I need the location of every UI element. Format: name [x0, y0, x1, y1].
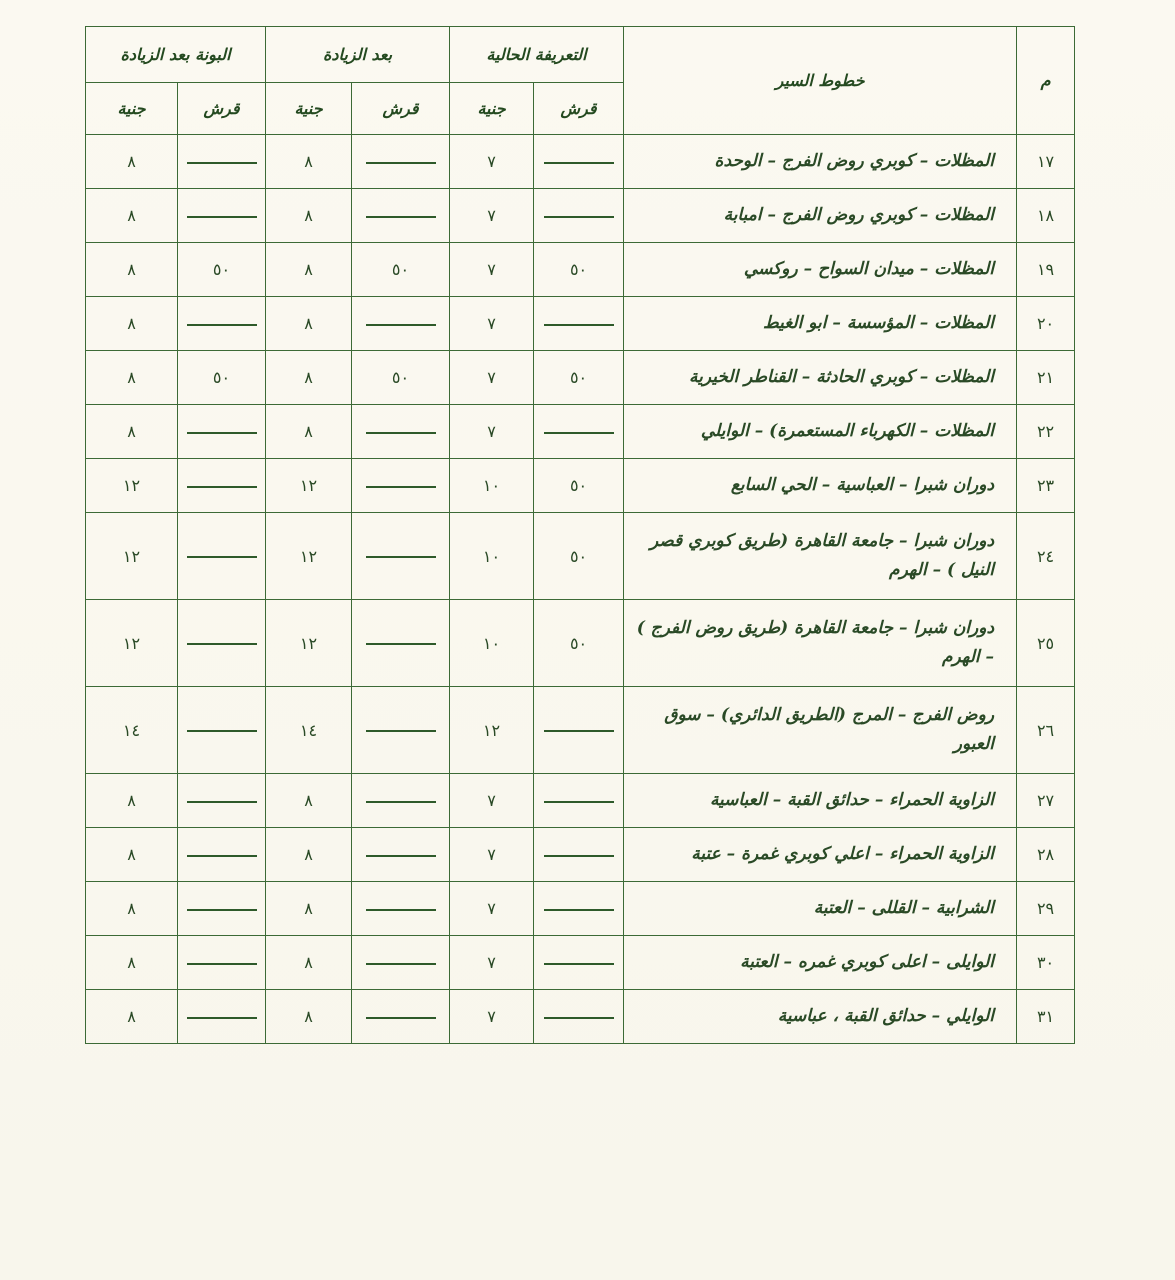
sub-piaster	[178, 405, 266, 459]
current-piaster	[534, 774, 624, 828]
row-index: ٢١	[1017, 351, 1075, 405]
empty-dash	[366, 432, 436, 434]
after-pound: ٨	[266, 828, 352, 882]
after-pound: ٨	[266, 936, 352, 990]
after-pound: ١٢	[266, 513, 352, 600]
current-pound: ٧	[450, 297, 534, 351]
current-piaster	[534, 297, 624, 351]
sub-pound: ٨	[86, 351, 178, 405]
after-pound: ٨	[266, 990, 352, 1044]
table-row	[86, 513, 1075, 600]
current-piaster: ٥٠	[534, 351, 624, 405]
current-pound: ٧	[450, 405, 534, 459]
table-row	[86, 243, 1075, 297]
sub-pound: ٨	[86, 297, 178, 351]
empty-dash	[544, 730, 614, 732]
route-name: المظلات – ميدان السواح – روكسي	[624, 243, 1017, 297]
row-index: ٢٠	[1017, 297, 1075, 351]
current-piaster: ٥٠	[534, 600, 624, 687]
header-current-pound: جنية	[450, 83, 534, 135]
sub-pound: ٨	[86, 405, 178, 459]
row-index: ٢٧	[1017, 774, 1075, 828]
after-piaster	[352, 774, 450, 828]
current-pound: ٧	[450, 351, 534, 405]
empty-dash	[366, 730, 436, 732]
sub-piaster	[178, 882, 266, 936]
after-pound: ٨	[266, 774, 352, 828]
table-row	[86, 936, 1075, 990]
sub-pound: ٨	[86, 774, 178, 828]
after-piaster	[352, 882, 450, 936]
empty-dash	[544, 963, 614, 965]
empty-dash	[544, 909, 614, 911]
current-pound: ١٠	[450, 600, 534, 687]
table-row	[86, 297, 1075, 351]
route-name: المظلات – كوبري الحادثة – القناطر الخيرية	[624, 351, 1017, 405]
empty-dash	[187, 556, 257, 558]
after-piaster	[352, 405, 450, 459]
current-pound: ٧	[450, 135, 534, 189]
empty-dash	[187, 801, 257, 803]
empty-dash	[187, 486, 257, 488]
empty-dash	[187, 963, 257, 965]
route-name: الزاوية الحمراء – حدائق القبة – العباسية	[624, 774, 1017, 828]
header-route: خطوط السير	[624, 27, 1017, 135]
table-row	[86, 459, 1075, 513]
empty-dash	[187, 643, 257, 645]
header-after-increase: بعد الزيادة	[266, 27, 450, 83]
after-pound: ٨	[266, 189, 352, 243]
empty-dash	[366, 909, 436, 911]
row-index: ٢٥	[1017, 600, 1075, 687]
sub-piaster	[178, 990, 266, 1044]
after-pound: ٨	[266, 243, 352, 297]
after-pound: ٨	[266, 297, 352, 351]
current-piaster: ٥٠	[534, 243, 624, 297]
empty-dash	[366, 963, 436, 965]
row-index: ٢٢	[1017, 405, 1075, 459]
route-name: الزاوية الحمراء – اعلي كوبري غمرة – عتبة	[624, 828, 1017, 882]
empty-dash	[544, 1017, 614, 1019]
sub-pound: ١٤	[86, 687, 178, 774]
row-index: ٢٦	[1017, 687, 1075, 774]
current-pound: ٧	[450, 828, 534, 882]
table-row	[86, 189, 1075, 243]
route-name: دوران شبرا – جامعة القاهرة (طريق روض الفرج ) – الهرم	[624, 600, 1017, 687]
after-piaster	[352, 135, 450, 189]
sub-pound: ١٢	[86, 513, 178, 600]
sub-pound: ٨	[86, 135, 178, 189]
after-pound: ١٤	[266, 687, 352, 774]
current-piaster	[534, 135, 624, 189]
route-name: المظلات – المؤسسة – ابو الغيط	[624, 297, 1017, 351]
sub-piaster	[178, 297, 266, 351]
after-piaster	[352, 297, 450, 351]
route-name: دوران شبرا – العباسية – الحي السابع	[624, 459, 1017, 513]
header-current-tariff: التعريفة الحالية	[450, 27, 624, 83]
empty-dash	[366, 801, 436, 803]
sub-piaster	[178, 828, 266, 882]
header-subscription-after-increase: البونة بعد الزيادة	[86, 27, 266, 83]
empty-dash	[544, 324, 614, 326]
header-sub-piaster: قرش	[178, 83, 266, 135]
after-piaster	[352, 513, 450, 600]
row-index: ٢٨	[1017, 828, 1075, 882]
empty-dash	[187, 162, 257, 164]
sub-piaster	[178, 936, 266, 990]
current-pound: ٧	[450, 990, 534, 1044]
sub-piaster	[178, 774, 266, 828]
current-piaster	[534, 990, 624, 1044]
row-index: ٣٠	[1017, 936, 1075, 990]
table-row	[86, 687, 1075, 774]
fare-table	[85, 26, 1075, 1044]
current-piaster: ٥٠	[534, 459, 624, 513]
after-pound: ٨	[266, 135, 352, 189]
sub-pound: ٨	[86, 882, 178, 936]
after-piaster: ٥٠	[352, 243, 450, 297]
empty-dash	[187, 216, 257, 218]
table-row	[86, 774, 1075, 828]
sub-pound: ٨	[86, 936, 178, 990]
sub-piaster	[178, 600, 266, 687]
sub-piaster: ٥٠	[178, 243, 266, 297]
empty-dash	[366, 486, 436, 488]
current-piaster: ٥٠	[534, 513, 624, 600]
after-pound: ٨	[266, 405, 352, 459]
empty-dash	[544, 432, 614, 434]
empty-dash	[366, 324, 436, 326]
empty-dash	[544, 162, 614, 164]
row-index: ١٨	[1017, 189, 1075, 243]
current-piaster	[534, 687, 624, 774]
sub-piaster	[178, 135, 266, 189]
route-name: المظلات – كوبري روض الفرج – امبابة	[624, 189, 1017, 243]
current-piaster	[534, 936, 624, 990]
empty-dash	[366, 216, 436, 218]
current-pound: ٧	[450, 882, 534, 936]
after-pound: ٨	[266, 882, 352, 936]
empty-dash	[187, 1017, 257, 1019]
sub-pound: ٨	[86, 189, 178, 243]
current-pound: ١٠	[450, 459, 534, 513]
route-name: دوران شبرا – جامعة القاهرة (طريق كوبري قصر النيل ) – الهرم	[624, 513, 1017, 600]
table-row	[86, 990, 1075, 1044]
after-piaster	[352, 189, 450, 243]
table-row	[86, 351, 1075, 405]
route-name: الشرابية – القللى – العتبة	[624, 882, 1017, 936]
sub-pound: ٨	[86, 243, 178, 297]
current-pound: ١٠	[450, 513, 534, 600]
row-index: ٢٤	[1017, 513, 1075, 600]
after-pound: ١٢	[266, 459, 352, 513]
route-name: الوايلى – اعلى كوبري غمره – العتبة	[624, 936, 1017, 990]
table-row	[86, 600, 1075, 687]
after-pound: ٨	[266, 351, 352, 405]
row-index: ١٩	[1017, 243, 1075, 297]
current-piaster	[534, 828, 624, 882]
current-piaster	[534, 189, 624, 243]
route-name: المظلات – كوبري روض الفرج – الوحدة	[624, 135, 1017, 189]
sub-piaster	[178, 513, 266, 600]
current-pound: ٧	[450, 936, 534, 990]
row-index: ٢٩	[1017, 882, 1075, 936]
empty-dash	[187, 909, 257, 911]
header-sub-pound: جنية	[86, 83, 178, 135]
empty-dash	[366, 643, 436, 645]
table-row	[86, 828, 1075, 882]
header-index: م	[1017, 27, 1075, 135]
table-row	[86, 882, 1075, 936]
after-piaster	[352, 936, 450, 990]
sub-piaster	[178, 687, 266, 774]
empty-dash	[366, 1017, 436, 1019]
sub-piaster	[178, 459, 266, 513]
after-piaster	[352, 828, 450, 882]
current-pound: ٧	[450, 774, 534, 828]
current-pound: ٧	[450, 243, 534, 297]
after-piaster	[352, 990, 450, 1044]
empty-dash	[187, 432, 257, 434]
current-pound: ١٢	[450, 687, 534, 774]
empty-dash	[366, 162, 436, 164]
sub-piaster	[178, 189, 266, 243]
current-piaster	[534, 405, 624, 459]
sub-pound: ١٢	[86, 600, 178, 687]
route-name: روض الفرج – المرج (الطريق الدائري) – سوق العبور	[624, 687, 1017, 774]
empty-dash	[366, 855, 436, 857]
header-after-pound: جنية	[266, 83, 352, 135]
header-after-piaster: قرش	[352, 83, 450, 135]
route-name: الوايلي – حدائق القبة ، عباسية	[624, 990, 1017, 1044]
empty-dash	[187, 730, 257, 732]
sub-pound: ١٢	[86, 459, 178, 513]
row-index: ٣١	[1017, 990, 1075, 1044]
table-row	[86, 135, 1075, 189]
current-pound: ٧	[450, 189, 534, 243]
empty-dash	[187, 855, 257, 857]
header-current-piaster: قرش	[534, 83, 624, 135]
table-row	[86, 405, 1075, 459]
after-pound: ١٢	[266, 600, 352, 687]
current-piaster	[534, 882, 624, 936]
route-name: المظلات – الكهرباء المستعمرة) – الوايلي	[624, 405, 1017, 459]
empty-dash	[187, 324, 257, 326]
sub-piaster: ٥٠	[178, 351, 266, 405]
after-piaster	[352, 687, 450, 774]
row-index: ١٧	[1017, 135, 1075, 189]
sub-pound: ٨	[86, 990, 178, 1044]
after-piaster	[352, 459, 450, 513]
fare-table-body	[86, 135, 1075, 1044]
empty-dash	[544, 216, 614, 218]
sub-pound: ٨	[86, 828, 178, 882]
row-index: ٢٣	[1017, 459, 1075, 513]
after-piaster	[352, 600, 450, 687]
empty-dash	[544, 855, 614, 857]
empty-dash	[544, 801, 614, 803]
after-piaster: ٥٠	[352, 351, 450, 405]
empty-dash	[366, 556, 436, 558]
